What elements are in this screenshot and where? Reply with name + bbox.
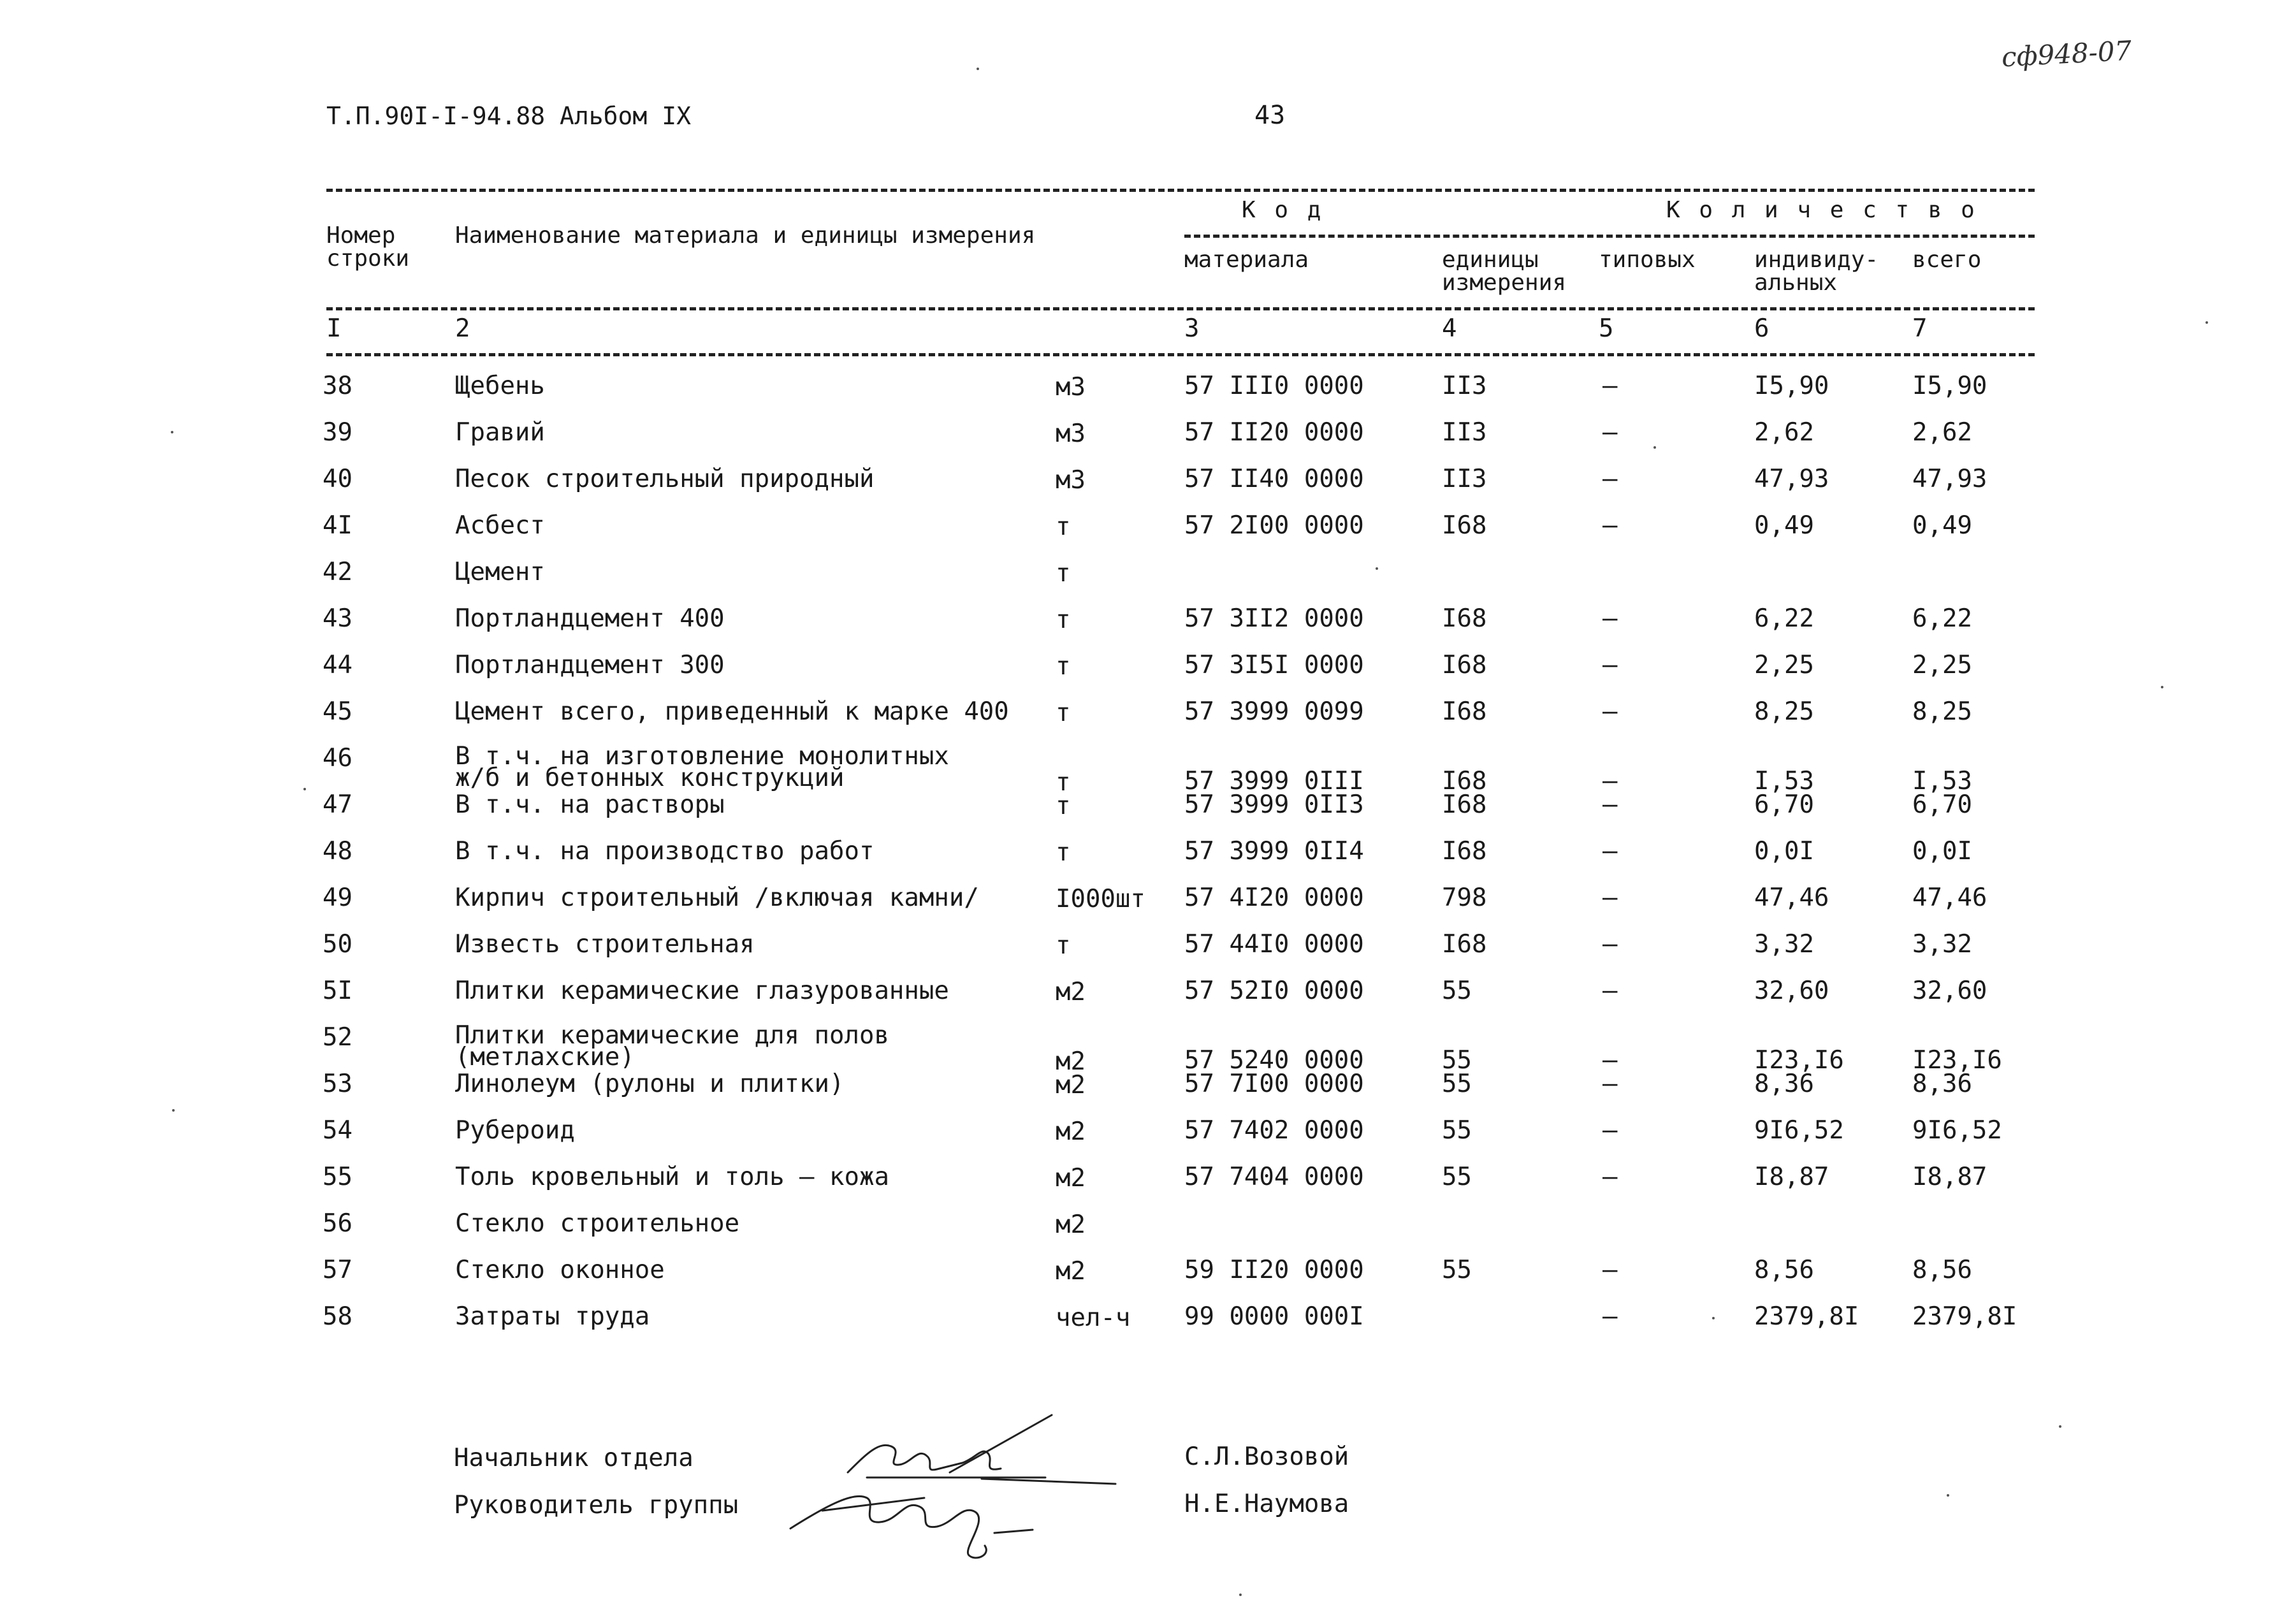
row-name: Известь строительная (455, 930, 755, 959)
column-number: 7 (1912, 314, 1928, 343)
row-qty-typical: – (1602, 372, 1618, 400)
page-number: 43 (1254, 101, 1286, 130)
row-unit: м3 (1056, 466, 1086, 495)
row-name: Стекло оконное (455, 1256, 665, 1284)
row-material-code: 99 0000 000I (1184, 1302, 1364, 1331)
row-name: Песок строительный природный (455, 465, 875, 493)
row-name: В т.ч. на изготовление монолитных (455, 742, 949, 771)
row-material-code: 57 III0 0000 (1184, 372, 1364, 400)
row-qty-individual: 2,25 (1754, 651, 1814, 679)
row-material-code: 57 II20 0000 (1184, 418, 1364, 447)
row-number: 40 (323, 465, 352, 493)
signature-name-group: Н.Е.Наумова (1184, 1490, 1349, 1518)
row-unit: т (1056, 699, 1071, 727)
row-unit-code: II3 (1442, 372, 1487, 400)
column-number: 5 (1599, 314, 1614, 343)
row-unit: м2 (1056, 978, 1086, 1006)
row-number: 42 (323, 558, 352, 586)
header-row-number: Номер строки (326, 222, 410, 272)
scan-speck (2059, 1425, 2061, 1428)
row-qty-total: 9I6,52 (1912, 1116, 2002, 1145)
row-qty-typical: – (1602, 511, 1618, 540)
row-number: 55 (323, 1163, 352, 1191)
row-number: 39 (323, 418, 352, 447)
row-qty-individual: I5,90 (1754, 372, 1829, 400)
row-unit-code: I68 (1442, 767, 1487, 795)
row-qty-individual: 0,0I (1754, 837, 1814, 866)
row-unit: м2 (1056, 1071, 1086, 1100)
row-qty-individual: 6,70 (1754, 790, 1814, 819)
row-qty-typical: – (1602, 1302, 1618, 1331)
row-qty-typical: – (1602, 465, 1618, 493)
row-unit: м3 (1056, 419, 1086, 448)
row-qty-typical: – (1602, 767, 1618, 795)
row-unit: т (1056, 838, 1071, 867)
row-unit: т (1056, 768, 1071, 797)
row-number: 58 (323, 1302, 352, 1331)
row-number: 52 (323, 1023, 352, 1052)
row-unit-code: I68 (1442, 930, 1487, 959)
row-unit: м2 (1056, 1117, 1086, 1146)
row-unit-code: 55 (1442, 1116, 1472, 1145)
row-material-code: 57 7404 0000 (1184, 1163, 1364, 1191)
row-name: Плитки керамические глазурованные (455, 976, 949, 1005)
row-qty-individual: 3,32 (1754, 930, 1814, 959)
signature-name-head: С.Л.Возовой (1184, 1442, 1349, 1471)
row-material-code: 57 3999 0II4 (1184, 837, 1364, 866)
row-qty-individual: I8,87 (1754, 1163, 1829, 1191)
row-qty-total: 0,0I (1912, 837, 1972, 866)
header-code-group: К о д (1242, 197, 1324, 223)
row-unit: м2 (1056, 1210, 1086, 1239)
row-material-code: 57 7I00 0000 (1184, 1070, 1364, 1098)
scan-speck (171, 431, 173, 433)
document-id: Т.П.90I-I-94.88 Альбом IX (326, 102, 691, 130)
row-unit-code: 55 (1442, 1163, 1472, 1191)
header-quantity-group: К о л и ч е с т в о (1666, 197, 1977, 223)
column-numbers-rule (326, 353, 2035, 356)
handwritten-signatures (771, 1402, 1128, 1568)
row-number: 49 (323, 883, 352, 912)
row-name: Щебень (455, 372, 545, 400)
row-qty-typical: – (1602, 418, 1618, 447)
row-unit-code: II3 (1442, 465, 1487, 493)
row-unit-code: I68 (1442, 511, 1487, 540)
row-qty-total: 8,36 (1912, 1070, 1972, 1098)
column-number: I (326, 314, 342, 343)
row-unit: I000шт (1056, 885, 1145, 913)
row-qty-individual: 0,49 (1754, 511, 1814, 540)
row-number: 46 (323, 744, 352, 773)
row-material-code: 59 II20 0000 (1184, 1256, 1364, 1284)
row-material-code: 57 3999 0III (1184, 767, 1364, 795)
row-material-code: 57 4I20 0000 (1184, 883, 1364, 912)
row-number: 48 (323, 837, 352, 866)
row-material-code: 57 7402 0000 (1184, 1116, 1364, 1145)
row-unit-code: 55 (1442, 1046, 1472, 1075)
row-name-continued: ж/б и бетонных конструкций (455, 764, 845, 792)
row-unit-code: 798 (1442, 883, 1487, 912)
row-qty-total: 6,22 (1912, 604, 1972, 633)
row-material-code: 57 2I00 0000 (1184, 511, 1364, 540)
row-unit-code: I68 (1442, 697, 1487, 726)
row-material-code: 57 5240 0000 (1184, 1046, 1364, 1075)
table-top-rule (326, 189, 2035, 192)
row-number: 43 (323, 604, 352, 633)
row-qty-total: I5,90 (1912, 372, 1987, 400)
row-qty-total: 2379,8I (1912, 1302, 2017, 1331)
row-material-code: 57 3999 0099 (1184, 697, 1364, 726)
row-qty-individual: 32,60 (1754, 976, 1829, 1005)
scan-speck (1376, 567, 1378, 570)
row-unit: м2 (1056, 1164, 1086, 1193)
row-unit: т (1056, 512, 1071, 541)
header-bottom-rule (326, 307, 2035, 310)
row-qty-total: 6,70 (1912, 790, 1972, 819)
row-name: Линолеум (рулоны и плитки) (455, 1070, 845, 1098)
row-name: Портландцемент 400 (455, 604, 725, 633)
scan-speck (1653, 446, 1656, 449)
row-unit: м3 (1056, 373, 1086, 402)
row-unit-code: I68 (1442, 604, 1487, 633)
row-number: 53 (323, 1070, 352, 1098)
row-qty-typical: – (1602, 1116, 1618, 1145)
row-number: 50 (323, 930, 352, 959)
row-qty-typical: – (1602, 1256, 1618, 1284)
row-name: Стекло строительное (455, 1209, 740, 1238)
row-material-code: 57 II40 0000 (1184, 465, 1364, 493)
row-unit-code: I68 (1442, 790, 1487, 819)
row-material-code: 57 3I5I 0000 (1184, 651, 1364, 679)
scan-speck (172, 1109, 175, 1112)
row-number: 45 (323, 697, 352, 726)
row-material-code: 57 52I0 0000 (1184, 976, 1364, 1005)
row-number: 47 (323, 790, 352, 819)
row-unit-code: I68 (1442, 837, 1487, 866)
row-unit-code: I68 (1442, 651, 1487, 679)
row-number: 56 (323, 1209, 352, 1238)
row-name: Затраты труда (455, 1302, 650, 1331)
row-qty-total: 2,25 (1912, 651, 1972, 679)
row-number: 38 (323, 372, 352, 400)
row-qty-individual: 8,36 (1754, 1070, 1814, 1098)
row-name: Кирпич строительный /включая камни/ (455, 883, 979, 912)
row-qty-total: 32,60 (1912, 976, 1987, 1005)
row-qty-total: 3,32 (1912, 930, 1972, 959)
archive-code: сф948-07 (2000, 34, 2133, 73)
column-number: 2 (455, 314, 470, 343)
row-qty-total: 47,46 (1912, 883, 1987, 912)
header-code-unit: единицы измерения (1442, 247, 1567, 296)
row-material-code: 57 44I0 0000 (1184, 930, 1364, 959)
row-qty-individual: I23,I6 (1754, 1046, 1844, 1075)
row-qty-typical: – (1602, 790, 1618, 819)
row-unit-code: 55 (1442, 976, 1472, 1005)
column-number: 6 (1754, 314, 1769, 343)
scan-speck (1712, 1317, 1715, 1319)
row-qty-typical: – (1602, 976, 1618, 1005)
row-qty-total: 0,49 (1912, 511, 1972, 540)
row-qty-individual: 2,62 (1754, 418, 1814, 447)
header-qty-typical: типовых (1599, 247, 1696, 273)
scan-speck (1239, 1594, 1242, 1596)
row-name: Гравий (455, 418, 545, 447)
row-qty-typical: – (1602, 1070, 1618, 1098)
row-name: Толь кровельный и толь – кожа (455, 1163, 889, 1191)
row-qty-typical: – (1602, 651, 1618, 679)
row-qty-total: 8,56 (1912, 1256, 1972, 1284)
header-qty-individual: индивиду- альных (1754, 247, 1879, 296)
row-qty-total: 8,25 (1912, 697, 1972, 726)
row-number: 54 (323, 1116, 352, 1145)
row-qty-total: 47,93 (1912, 465, 1987, 493)
row-qty-typical: – (1602, 930, 1618, 959)
row-qty-individual: 47,46 (1754, 883, 1829, 912)
row-unit: т (1056, 792, 1071, 820)
signature-role-group: Руководитель группы (454, 1491, 739, 1520)
row-name: Цемент всего, приведенный к марке 400 (455, 697, 1009, 726)
row-qty-typical: – (1602, 697, 1618, 726)
row-qty-typical: – (1602, 604, 1618, 633)
signature-role-head: Начальник отдела (454, 1444, 694, 1472)
row-name: В т.ч. на производство работ (455, 837, 875, 866)
column-number: 3 (1184, 314, 1200, 343)
row-name: Асбест (455, 511, 545, 540)
row-unit: т (1056, 652, 1071, 681)
row-qty-typical: – (1602, 1163, 1618, 1191)
row-unit: м2 (1056, 1257, 1086, 1286)
header-qty-total: всего (1912, 247, 1982, 273)
header-code-material: материала (1184, 247, 1309, 273)
column-number: 4 (1442, 314, 1457, 343)
row-qty-individual: 8,25 (1754, 697, 1814, 726)
scan-speck (2205, 321, 2208, 324)
row-qty-individual: 6,22 (1754, 604, 1814, 633)
row-qty-individual: I,53 (1754, 767, 1814, 795)
row-unit: м2 (1056, 1047, 1086, 1076)
row-qty-total: 2,62 (1912, 418, 1972, 447)
row-unit: т (1056, 559, 1071, 588)
row-unit: т (1056, 606, 1071, 634)
row-qty-individual: 8,56 (1754, 1256, 1814, 1284)
scan-speck (2161, 686, 2163, 688)
row-material-code: 57 3II2 0000 (1184, 604, 1364, 633)
row-unit-code: 55 (1442, 1256, 1472, 1284)
row-qty-total: I23,I6 (1912, 1046, 2002, 1075)
scan-speck (303, 788, 306, 790)
row-qty-individual: 9I6,52 (1754, 1116, 1844, 1145)
row-qty-individual: 2379,8I (1754, 1302, 1859, 1331)
row-name: В т.ч. на растворы (455, 790, 725, 819)
row-qty-typical: – (1602, 883, 1618, 912)
code-qty-rule (1184, 235, 2035, 238)
row-name: Портландцемент 300 (455, 651, 725, 679)
row-qty-total: I,53 (1912, 767, 1972, 795)
row-unit-code: II3 (1442, 418, 1487, 447)
row-qty-typical: – (1602, 1046, 1618, 1075)
row-unit: чел-ч (1056, 1303, 1131, 1332)
row-name: Плитки керамические для полов (455, 1021, 889, 1050)
row-unit-code: 55 (1442, 1070, 1472, 1098)
row-qty-total: I8,87 (1912, 1163, 1987, 1191)
row-name: Рубероид (455, 1116, 575, 1145)
row-number: 5I (323, 976, 352, 1005)
row-name: Цемент (455, 558, 545, 586)
row-qty-typical: – (1602, 837, 1618, 866)
row-number: 44 (323, 651, 352, 679)
row-name-continued: (метлахские) (455, 1043, 635, 1071)
row-number: 4I (323, 511, 352, 540)
scan-speck (977, 68, 979, 70)
row-unit: т (1056, 931, 1071, 960)
row-number: 57 (323, 1256, 352, 1284)
scan-speck (1947, 1494, 1949, 1497)
header-material-name: Наименование материала и единицы измерения (455, 222, 1036, 249)
row-qty-individual: 47,93 (1754, 465, 1829, 493)
row-material-code: 57 3999 0II3 (1184, 790, 1364, 819)
